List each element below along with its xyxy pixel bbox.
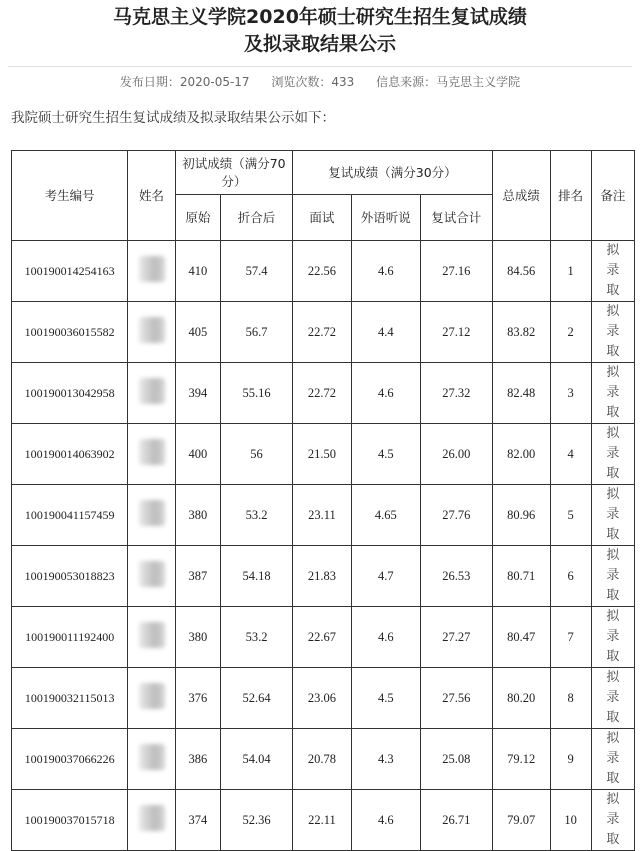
cell-raw-score: 394 (175, 363, 220, 424)
cell-total-score: 79.07 (492, 790, 550, 851)
cell-raw-score: 410 (175, 241, 220, 302)
title-divider (8, 66, 632, 67)
cell-converted-score: 54.04 (221, 729, 293, 790)
table-row (12, 424, 635, 485)
cell-remark (591, 790, 634, 851)
table-row (12, 363, 635, 424)
cell-remark (591, 424, 634, 485)
cell-converted-score: 53.2 (221, 485, 293, 546)
cell-total-score: 80.47 (492, 607, 550, 668)
cell-name-redacted (128, 668, 175, 729)
redacted-name-blur (139, 256, 165, 282)
header-exam-id: 考生编号 (12, 151, 128, 241)
cell-rank: 10 (550, 790, 591, 851)
header-initial-score: 初试成绩（满分70分） (175, 151, 292, 195)
header-converted: 折合后 (221, 195, 293, 241)
info-source: 信息来源：马克思主义学院 (376, 75, 521, 89)
cell-raw-score: 374 (175, 790, 220, 851)
cell-name-redacted (128, 241, 175, 302)
cell-listening-score: 4.5 (351, 668, 420, 729)
cell-total-score: 82.00 (492, 424, 550, 485)
cell-remark (591, 241, 634, 302)
cell-listening-score: 4.6 (351, 241, 420, 302)
cell-name-redacted (128, 607, 175, 668)
cell-rank: 3 (550, 363, 591, 424)
cell-listening-score: 4.6 (351, 363, 420, 424)
cell-converted-score: 56 (221, 424, 293, 485)
header-remark: 备注 (591, 151, 634, 241)
table-row (12, 668, 635, 729)
cell-exam-id: 100190037015718 (12, 790, 128, 851)
cell-raw-score: 380 (175, 607, 220, 668)
cell-remark (591, 485, 634, 546)
page-title (0, 4, 640, 58)
cell-listening-score: 4.6 (351, 790, 420, 851)
cell-remark (591, 363, 634, 424)
cell-interview-score: 22.72 (293, 363, 352, 424)
cell-raw-score: 376 (175, 668, 220, 729)
cell-converted-score: 54.18 (221, 546, 293, 607)
cell-retest-total: 25.08 (420, 729, 492, 790)
cell-total-score: 83.82 (492, 302, 550, 363)
cell-rank: 4 (550, 424, 591, 485)
view-count: 浏览次数：433 (271, 75, 355, 89)
redacted-name-blur (139, 622, 165, 648)
cell-retest-total: 27.27 (420, 607, 492, 668)
remark-text: 拟录取 (606, 548, 620, 603)
remark-text: 拟录取 (606, 792, 620, 847)
remark-text: 拟录取 (606, 243, 620, 298)
title-line-2: 及拟录取结果公示 (243, 33, 396, 55)
intro-text: 我院硕士研究生招生复试成绩及拟录取结果公示如下： (11, 110, 335, 126)
cell-converted-score: 53.2 (221, 607, 293, 668)
header-interview: 面试 (293, 195, 352, 241)
cell-total-score: 79.12 (492, 729, 550, 790)
remark-text: 拟录取 (606, 304, 620, 359)
cell-interview-score: 21.50 (293, 424, 352, 485)
redacted-name-blur (139, 378, 165, 404)
redacted-name-blur (139, 317, 165, 343)
cell-retest-total: 26.71 (420, 790, 492, 851)
cell-exam-id: 100190032115013 (12, 668, 128, 729)
remark-text: 拟录取 (606, 365, 620, 420)
remark-text: 拟录取 (606, 426, 620, 481)
cell-listening-score: 4.6 (351, 607, 420, 668)
cell-interview-score: 23.06 (293, 668, 352, 729)
cell-rank: 6 (550, 546, 591, 607)
cell-rank: 2 (550, 302, 591, 363)
table-row (12, 546, 635, 607)
cell-raw-score: 400 (175, 424, 220, 485)
cell-remark (591, 607, 634, 668)
table-row (12, 241, 635, 302)
cell-total-score: 80.71 (492, 546, 550, 607)
cell-converted-score: 55.16 (221, 363, 293, 424)
article-meta (0, 73, 640, 90)
header-retest-score: 复试成绩（满分30分） (293, 151, 493, 195)
cell-retest-total: 26.53 (420, 546, 492, 607)
cell-exam-id: 100190014063902 (12, 424, 128, 485)
cell-name-redacted (128, 424, 175, 485)
title-line-1: 马克思主义学院2020年硕士研究生招生复试成绩 (113, 6, 527, 28)
cell-listening-score: 4.4 (351, 302, 420, 363)
cell-retest-total: 27.56 (420, 668, 492, 729)
header-raw: 原始 (175, 195, 220, 241)
table-row (12, 790, 635, 851)
cell-total-score: 82.48 (492, 363, 550, 424)
cell-converted-score: 52.36 (221, 790, 293, 851)
cell-name-redacted (128, 302, 175, 363)
cell-remark (591, 729, 634, 790)
cell-interview-score: 20.78 (293, 729, 352, 790)
cell-retest-total: 27.16 (420, 241, 492, 302)
score-table (11, 150, 635, 851)
cell-exam-id: 100190014254163 (12, 241, 128, 302)
cell-exam-id: 100190013042958 (12, 363, 128, 424)
cell-listening-score: 4.7 (351, 546, 420, 607)
cell-rank: 9 (550, 729, 591, 790)
cell-total-score: 80.20 (492, 668, 550, 729)
redacted-name-blur (139, 744, 165, 770)
cell-rank: 7 (550, 607, 591, 668)
cell-raw-score: 386 (175, 729, 220, 790)
table-row (12, 485, 635, 546)
cell-exam-id: 100190037066226 (12, 729, 128, 790)
cell-remark (591, 302, 634, 363)
header-rank: 排名 (550, 151, 591, 241)
cell-converted-score: 56.7 (221, 302, 293, 363)
table-row (12, 607, 635, 668)
header-listening: 外语听说 (351, 195, 420, 241)
header-name: 姓名 (128, 151, 175, 241)
redacted-name-blur (139, 683, 165, 709)
cell-interview-score: 22.56 (293, 241, 352, 302)
cell-name-redacted (128, 729, 175, 790)
cell-total-score: 84.56 (492, 241, 550, 302)
cell-interview-score: 22.72 (293, 302, 352, 363)
cell-retest-total: 27.32 (420, 363, 492, 424)
header-retest-total: 复试合计 (420, 195, 492, 241)
cell-interview-score: 22.11 (293, 790, 352, 851)
cell-raw-score: 405 (175, 302, 220, 363)
cell-name-redacted (128, 546, 175, 607)
remark-text: 拟录取 (606, 487, 620, 542)
cell-listening-score: 4.3 (351, 729, 420, 790)
cell-interview-score: 23.11 (293, 485, 352, 546)
table-row (12, 302, 635, 363)
cell-exam-id: 100190011192400 (12, 607, 128, 668)
redacted-name-blur (139, 439, 165, 465)
cell-retest-total: 26.00 (420, 424, 492, 485)
cell-retest-total: 27.76 (420, 485, 492, 546)
cell-listening-score: 4.65 (351, 485, 420, 546)
cell-listening-score: 4.5 (351, 424, 420, 485)
redacted-name-blur (139, 561, 165, 587)
cell-exam-id: 100190041157459 (12, 485, 128, 546)
remark-text: 拟录取 (606, 731, 620, 786)
table-row (12, 729, 635, 790)
cell-name-redacted (128, 790, 175, 851)
cell-rank: 1 (550, 241, 591, 302)
publish-date: 发布日期：2020-05-17 (119, 75, 250, 89)
cell-name-redacted (128, 485, 175, 546)
cell-name-redacted (128, 363, 175, 424)
remark-text: 拟录取 (606, 609, 620, 664)
cell-converted-score: 57.4 (221, 241, 293, 302)
cell-rank: 8 (550, 668, 591, 729)
cell-total-score: 80.96 (492, 485, 550, 546)
cell-exam-id: 100190053018823 (12, 546, 128, 607)
cell-exam-id: 100190036015582 (12, 302, 128, 363)
cell-rank: 5 (550, 485, 591, 546)
remark-text: 拟录取 (606, 670, 620, 725)
redacted-name-blur (139, 805, 165, 831)
cell-interview-score: 21.83 (293, 546, 352, 607)
header-total: 总成绩 (492, 151, 550, 241)
cell-interview-score: 22.67 (293, 607, 352, 668)
cell-raw-score: 387 (175, 546, 220, 607)
cell-remark (591, 668, 634, 729)
cell-retest-total: 27.12 (420, 302, 492, 363)
cell-converted-score: 52.64 (221, 668, 293, 729)
cell-raw-score: 380 (175, 485, 220, 546)
cell-remark (591, 546, 634, 607)
redacted-name-blur (139, 500, 165, 526)
